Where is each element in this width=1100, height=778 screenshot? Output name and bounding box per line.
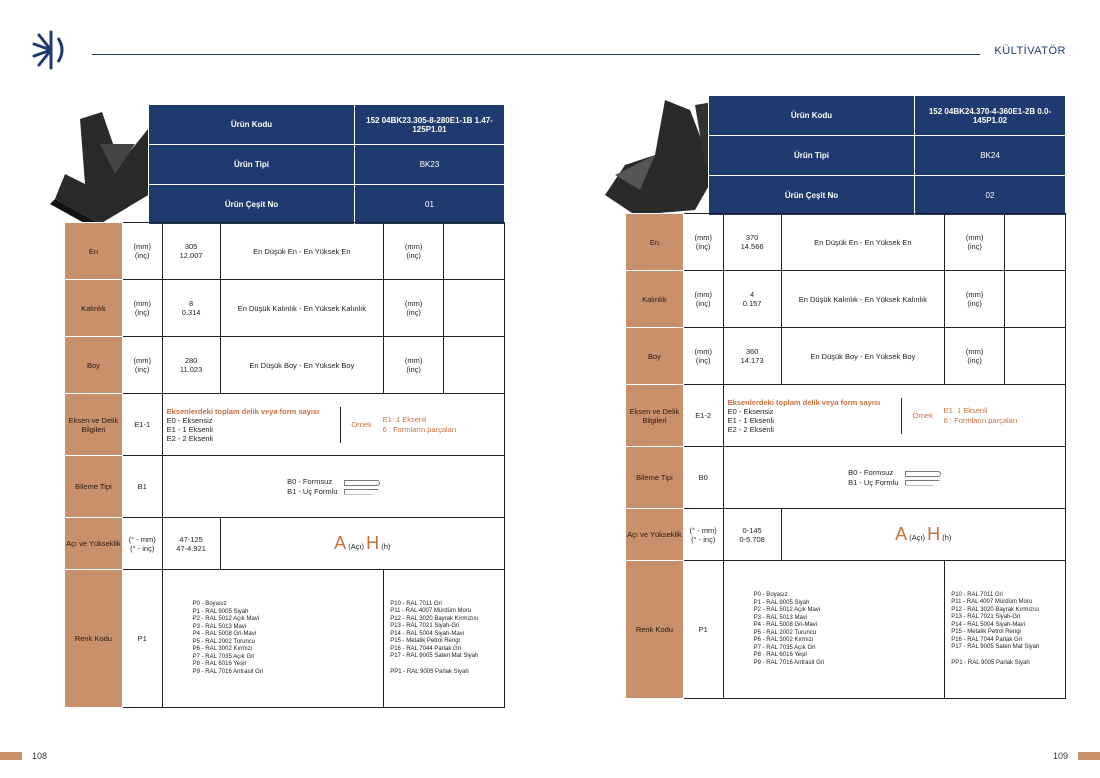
example-line-1: E1: 1 Eksenli — [382, 414, 427, 424]
width-mm-value: 305 — [184, 242, 198, 251]
thickness-inch-value: 0.157 — [742, 299, 762, 308]
color-list-secondary — [390, 601, 504, 661]
thickness-range-label: En Düşük Kalınlık - En Yüksek Kalınlık — [220, 280, 384, 337]
product-code-value: 152 04BK24.370-4-360E1-2B 0.0-145P1.02 — [915, 96, 1066, 136]
width-range-label: En Düşük En - En Yüksek En — [781, 214, 945, 271]
height-symbol-text: (h) — [942, 533, 952, 542]
color-list-item: P7 - RAL 7035 Açık Gri — [753, 644, 816, 651]
width-mm-value: 370 — [745, 233, 759, 242]
unit-inch: (inç) — [406, 308, 421, 317]
color-list-item: P0 - Boyasız — [192, 601, 227, 607]
unit-mm: (mm) — [404, 242, 423, 251]
unit-mm: (mm) — [965, 347, 984, 356]
product-type-value: BK24 — [915, 136, 1066, 176]
product-code-label: Ürün Kodu — [149, 105, 355, 145]
unit-mm: (mm) — [404, 356, 423, 365]
catalog-page-right — [590, 90, 1070, 710]
sharpen-option-b1: B1 - Uç Formlu — [848, 477, 899, 487]
height-symbol: H — [927, 524, 941, 544]
product-header-table — [148, 104, 505, 225]
width-range-value — [444, 223, 505, 280]
width-range-label: En Düşük En - En Yüksek En — [220, 223, 384, 280]
sharpen-label: Bileme Tipi — [626, 447, 684, 509]
formless-blade-icon — [344, 480, 380, 486]
color-list-item: P5 - RAL 2002 Turuncu — [753, 629, 817, 636]
color-list-item: P13 - RAL 7021 Siyah-Gri — [951, 614, 1021, 621]
product-type-label: Ürün Tipi — [709, 136, 915, 176]
color-list-item: P14 - RAL 5004 Siyah-Mavi — [390, 630, 465, 637]
color-code-value: P1 — [122, 570, 162, 708]
unit-mm: (mm) — [694, 347, 712, 356]
unit-deg-mm: (° - mm) — [128, 534, 156, 544]
angle-mm-value: 0-145 — [742, 525, 762, 535]
axis-option-e0: E0 - Eksensiz — [166, 415, 213, 425]
angle-label: Açı ve Yükseklik — [65, 518, 123, 570]
thickness-label: Kalınlık — [65, 280, 123, 337]
formless-blade-icon — [905, 471, 941, 477]
color-list-item: P9 - RAL 7016 Antrasit Gri — [753, 659, 825, 666]
unit-inch: (inç) — [134, 365, 150, 374]
color-list-item: P4 - RAL 5008 Gri-Mavi — [753, 622, 818, 628]
color-list-item: P2 - RAL 5012 Açık Mavi — [192, 616, 260, 622]
spec-table — [625, 213, 1066, 699]
product-code-label: Ürün Kodu — [709, 96, 915, 136]
height-symbol-text: (h) — [381, 542, 391, 551]
sharpen-option-b0: B0 - Formsuz — [848, 467, 894, 477]
unit-inch: (inç) — [695, 242, 711, 251]
axis-heading: Eksenlerdeki toplam delik veya form sayısı — [166, 406, 320, 416]
angle-symbol-text: (Açı) — [909, 533, 926, 542]
axis-label: Eksen ve Delik Bilgileri — [626, 385, 684, 447]
tip-formed-blade-icon — [905, 480, 941, 486]
sharpen-label: Bileme Tipi — [65, 456, 123, 518]
example-line-1: E1: 1 Eksenli — [943, 405, 988, 415]
length-mm-value: 280 — [184, 356, 198, 365]
unit-mm: (mm) — [404, 299, 423, 308]
variant-value: 01 — [355, 185, 505, 225]
product-type-value: BK23 — [355, 145, 505, 185]
unit-mm: (mm) — [694, 233, 712, 242]
color-list-item: P10 - RAL 7011 Gri — [390, 600, 442, 607]
thickness-inch-value: 0.314 — [181, 308, 201, 317]
height-symbol: H — [366, 533, 380, 553]
thickness-range-label: En Düşük Kalınlık - En Yüksek Kalınlık — [781, 271, 945, 328]
length-range-value — [1005, 328, 1066, 385]
color-code-label: Renk Kodu — [626, 561, 684, 699]
thickness-mm-value: 8 — [189, 299, 194, 308]
color-list-item: P2 - RAL 5012 Açık Mavi — [753, 607, 821, 613]
color-list-pp: PP1 - RAL 9005 Parlak Siyah — [390, 668, 469, 675]
color-list-item: P1 - RAL 9005 Siyah — [192, 608, 249, 615]
axis-option-e0: E0 - Eksensiz — [727, 406, 774, 416]
width-range-value — [1005, 214, 1066, 271]
color-list-item: P13 - RAL 7021 Siyah-Gri — [390, 623, 460, 630]
unit-mm: (mm) — [133, 242, 151, 251]
footer-accent-right — [1078, 752, 1100, 760]
color-list-item: P17 - RAL 9005 Saten Mat Siyah — [390, 653, 479, 660]
axis-value: E1-1 — [122, 394, 162, 456]
axis-option-e2: E2 - 2 Eksenli — [727, 424, 774, 434]
color-list-item: P3 - RAL 5013 Mavi — [753, 614, 808, 621]
color-list-item: P6 - RAL 3002 Kırmızı — [192, 646, 253, 652]
width-label: En — [65, 223, 123, 280]
width-inch-value: 14.566 — [740, 242, 764, 251]
angle-symbol-text: (Açı) — [348, 542, 365, 551]
unit-mm: (mm) — [694, 290, 712, 299]
color-list-primary — [193, 601, 384, 676]
unit-inch: (inç) — [967, 242, 982, 251]
unit-inch: (inç) — [134, 251, 150, 260]
catalog-page-left — [30, 96, 510, 716]
brand-logo-icon — [30, 28, 72, 72]
color-list-item: P9 - RAL 7016 Antrasit Gri — [192, 668, 264, 675]
length-range-label: En Düşük Boy - En Yüksek Boy — [220, 337, 384, 394]
color-code-value: P1 — [683, 561, 723, 699]
variant-value: 02 — [915, 176, 1066, 216]
thickness-label: Kalınlık — [626, 271, 684, 328]
color-list-item: P11 - RAL 4007 Mürdüm Moru — [390, 608, 472, 615]
angle-mm-value: 47-125 — [179, 534, 203, 544]
unit-inch: (inç) — [406, 251, 421, 260]
length-label: Boy — [626, 328, 684, 385]
color-list-item: P16 - RAL 7044 Parlak Gri — [390, 645, 461, 652]
footer-accent-left — [0, 752, 22, 760]
color-list-item: P0 - Boyasız — [753, 592, 788, 598]
length-range-value — [444, 337, 505, 394]
variant-label: Ürün Çeşit No — [709, 176, 915, 216]
variant-label: Ürün Çeşit No — [149, 185, 355, 225]
angle-label: Açı ve Yükseklik — [626, 509, 684, 561]
color-list-item: P6 - RAL 3002 Kırmızı — [753, 637, 814, 643]
angle-inch-value: 0-5.708 — [739, 534, 765, 544]
axis-option-e1: E1 - 1 Eksenli — [727, 415, 774, 425]
color-list-item: P11 - RAL 4007 Mürdüm Moru — [951, 599, 1033, 606]
color-list-item: P16 - RAL 7044 Parlak Gri — [951, 636, 1022, 643]
spec-table — [64, 222, 505, 708]
section-title: KÜLTİVATÖR — [994, 45, 1066, 57]
width-label: En — [626, 214, 684, 271]
unit-deg-mm: (° - mm) — [689, 525, 717, 535]
unit-mm: (mm) — [133, 299, 151, 308]
color-list-item: P8 - RAL 6016 Yeşil — [753, 652, 807, 658]
color-list-item: P14 - RAL 5004 Siyah-Mavi — [951, 621, 1026, 628]
thickness-mm-value: 4 — [750, 290, 755, 299]
color-list-item: P4 - RAL 5008 Gri-Mavi — [192, 631, 257, 637]
length-inch-value: 11.023 — [179, 365, 203, 374]
color-list-item: P10 - RAL 7011 Gri — [951, 591, 1003, 598]
color-list-item: P15 - Metalik Petrol Rengi — [390, 638, 460, 645]
unit-deg-inch: (° - inç) — [130, 543, 155, 553]
length-inch-value: 14.173 — [740, 356, 764, 365]
product-header-table — [708, 95, 1066, 216]
page-number-right: 109 — [1052, 751, 1068, 761]
sharpen-option-b0: B0 - Formsuz — [287, 476, 333, 486]
axis-option-e1: E1 - 1 Eksenli — [166, 424, 213, 434]
unit-inch: (inç) — [967, 299, 982, 308]
color-list-item: P7 - RAL 7035 Açık Gri — [192, 653, 255, 660]
color-list-item: P15 - Metalik Petrol Rengi — [951, 629, 1021, 636]
product-code-value: 152 04BK23.305-8-280E1-1B 1.47-125P1.01 — [355, 105, 505, 145]
unit-mm: (mm) — [965, 233, 984, 242]
axis-label: Eksen ve Delik Bilgileri — [65, 394, 123, 456]
unit-inch: (inç) — [967, 356, 982, 365]
angle-symbol: A — [334, 533, 347, 553]
unit-inch: (inç) — [406, 365, 421, 374]
sharpen-option-b1: B1 - Uç Formlu — [287, 486, 338, 496]
color-code-label: Renk Kodu — [65, 570, 123, 708]
page-number-left: 108 — [32, 751, 48, 761]
unit-mm: (mm) — [133, 356, 151, 365]
unit-inch: (inç) — [134, 308, 150, 317]
product-type-label: Ürün Tipi — [149, 145, 355, 185]
angle-symbol: A — [895, 524, 908, 544]
unit-inch: (inç) — [695, 356, 711, 365]
thickness-range-value — [1005, 271, 1066, 328]
unit-mm: (mm) — [965, 290, 984, 299]
tip-formed-blade-icon — [344, 489, 380, 495]
color-list-secondary — [951, 592, 1065, 652]
color-list-item: P5 - RAL 2002 Turuncu — [192, 638, 256, 645]
color-list-item: P8 - RAL 6016 Yeşil — [192, 661, 246, 667]
header-rule — [92, 54, 980, 55]
width-inch-value: 12.007 — [179, 251, 203, 260]
sharpen-value: B0 — [683, 447, 723, 509]
example-line-2: 6 : Formların parçaları — [943, 415, 1018, 425]
color-list-pp: PP1 - RAL 9005 Parlak Siyah — [951, 659, 1030, 666]
thickness-range-value — [444, 280, 505, 337]
example-label: Örnek — [351, 420, 372, 429]
axis-option-e2: E2 - 2 Eksenli — [166, 433, 213, 443]
length-label: Boy — [65, 337, 123, 394]
sharpen-value: B1 — [122, 456, 162, 518]
axis-heading: Eksenlerdeki toplam delik veya form sayısı — [727, 397, 881, 407]
color-list-item: P1 - RAL 9005 Siyah — [753, 599, 810, 606]
unit-deg-inch: (° - inç) — [691, 534, 716, 544]
length-mm-value: 360 — [745, 347, 759, 356]
color-list-item: P17 - RAL 9005 Saten Mat Siyah — [951, 644, 1040, 651]
axis-value: E1-2 — [683, 385, 723, 447]
length-range-label: En Düşük Boy - En Yüksek Boy — [781, 328, 945, 385]
color-list-item: P12 - RAL 3020 Bayrak Kırmızısı — [951, 606, 1040, 613]
angle-inch-value: 47-4.921 — [176, 543, 206, 553]
color-list-item: P12 - RAL 3020 Bayrak Kırmızısı — [390, 615, 479, 622]
unit-inch: (inç) — [695, 299, 711, 308]
example-line-2: 6 : Formların parçaları — [382, 424, 457, 434]
color-list-primary — [754, 592, 945, 667]
color-list-item: P3 - RAL 5013 Mavi — [192, 623, 247, 630]
example-label: Örnek — [912, 411, 933, 420]
